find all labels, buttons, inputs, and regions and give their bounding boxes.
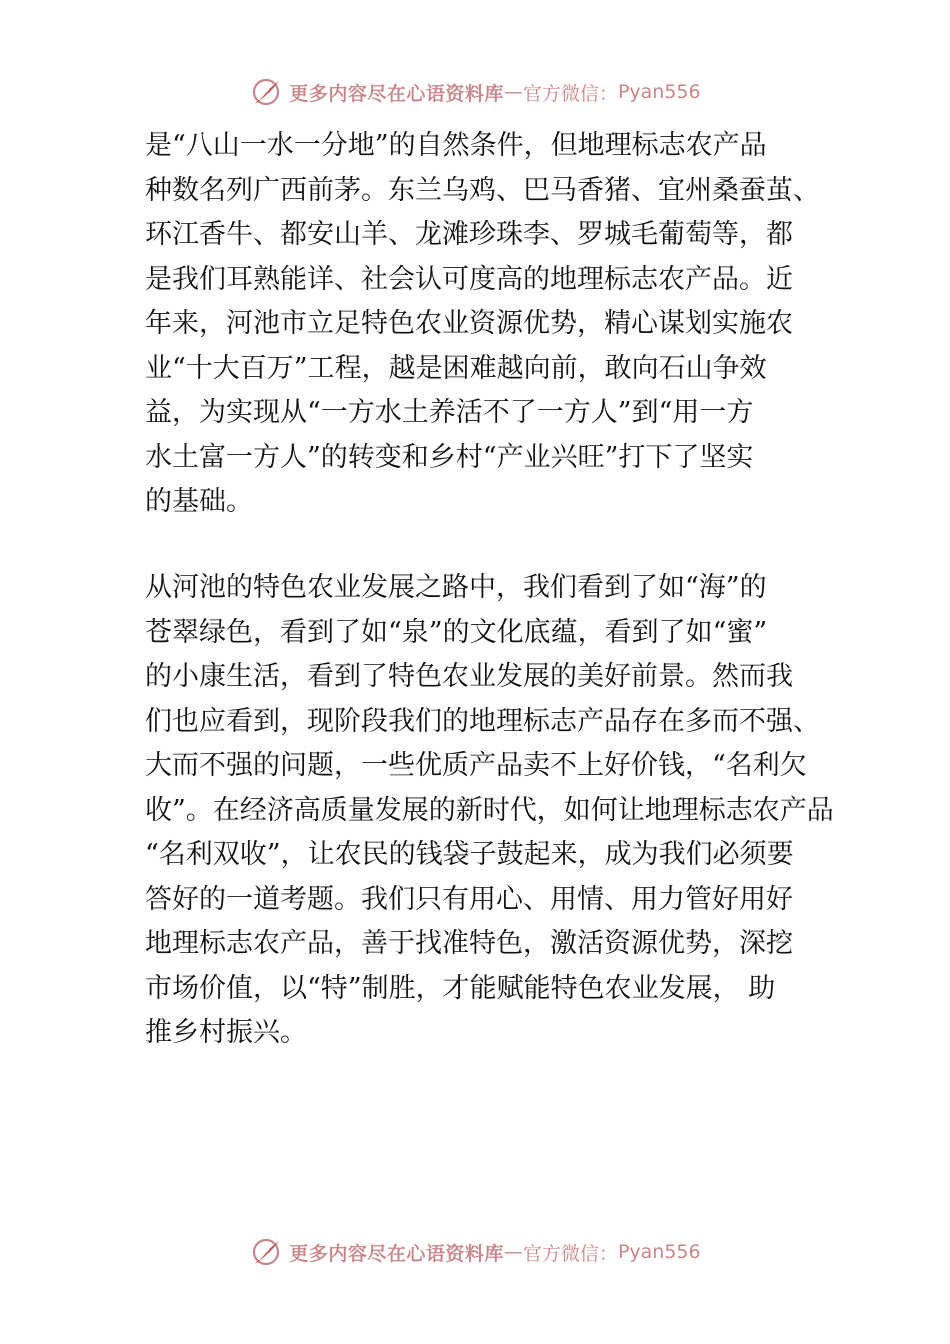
text-line: 地理标志农产品，善于找准特色，激活资源优势，深挖 <box>145 928 793 959</box>
text-line: 益，为实现从“一方水土养活不了一方人”到“用一方 <box>145 397 754 428</box>
footer-watermark <box>0 1232 950 1272</box>
watermark-site-text: 更多内容尽在心语资料库 <box>289 82 504 105</box>
text-line: “名利双收”，让农民的钱袋子鼓起来，成为我们必须要 <box>145 839 794 870</box>
text-line: 苍翠绿色，看到了如“泉”的文化底蕴，看到了如“蜜” <box>145 616 768 648</box>
text-line: 的小康生活，看到了特色农业发展的美好前景。然而我 <box>145 661 793 692</box>
header-watermark <box>0 72 950 112</box>
text-line: 大而不强的问题，一些优质产品卖不上好价钱，“名利欠 <box>145 750 807 781</box>
text-line: 水土富一方人”的转变和乡村“产业兴旺”打下了坚实 <box>145 441 754 473</box>
text-line: 收”。在经济高质量发展的新时代，如何让地理标志农产品 <box>145 794 834 826</box>
watermark-wechat-id: Pyan556 <box>617 1241 701 1263</box>
watermark-wechat-label: 官方微信： <box>522 82 618 105</box>
watermark-site-text: 更多内容尽在心语资料库 <box>289 1242 504 1265</box>
text-line: 们也应看到，现阶段我们的地理标志产品存在多而不强、 <box>145 705 820 737</box>
text-line: 业“十大百万”工程，越是困难越向前，敢向石山争效 <box>145 352 767 384</box>
text-line: 是我们耳熟能详、社会认可度高的地理标志农产品。近 <box>145 263 793 295</box>
text-line: 推乡村振兴。 <box>145 1017 307 1048</box>
text-line: 年来，河池市立足特色农业资源优势，精心谋划实施农 <box>145 308 793 339</box>
feather-logo-icon <box>249 75 283 109</box>
text-line: 的基础。 <box>145 486 253 517</box>
watermark-dash: — <box>503 81 523 103</box>
watermark-wechat-label: 官方微信： <box>522 1242 618 1265</box>
text-line: 从河池的特色农业发展之路中，我们看到了如“海”的 <box>145 572 767 603</box>
watermark-wechat-id: Pyan556 <box>617 81 701 103</box>
text-line: 是“八山一水一分地”的自然条件，但地理标志农产品 <box>145 130 767 161</box>
text-line: 种数名列广西前茅。东兰乌鸡、巴马香猪、宜州桑蚕茧、 <box>145 174 820 206</box>
text-line: 环江香牛、都安山羊、龙滩珍珠李、罗城毛葡萄等，都 <box>145 219 793 250</box>
text-line: 答好的一道考题。我们只有用心、用情、用力管好用好 <box>145 883 793 915</box>
text-line: 市场价值，以“特”制胜，才能赋能特色农业发展， 助 <box>145 972 776 1004</box>
body-paragraph-2 <box>145 566 834 1056</box>
body-paragraph-1 <box>145 124 825 525</box>
watermark-dash: — <box>503 1241 523 1263</box>
feather-logo-icon <box>249 1235 283 1269</box>
